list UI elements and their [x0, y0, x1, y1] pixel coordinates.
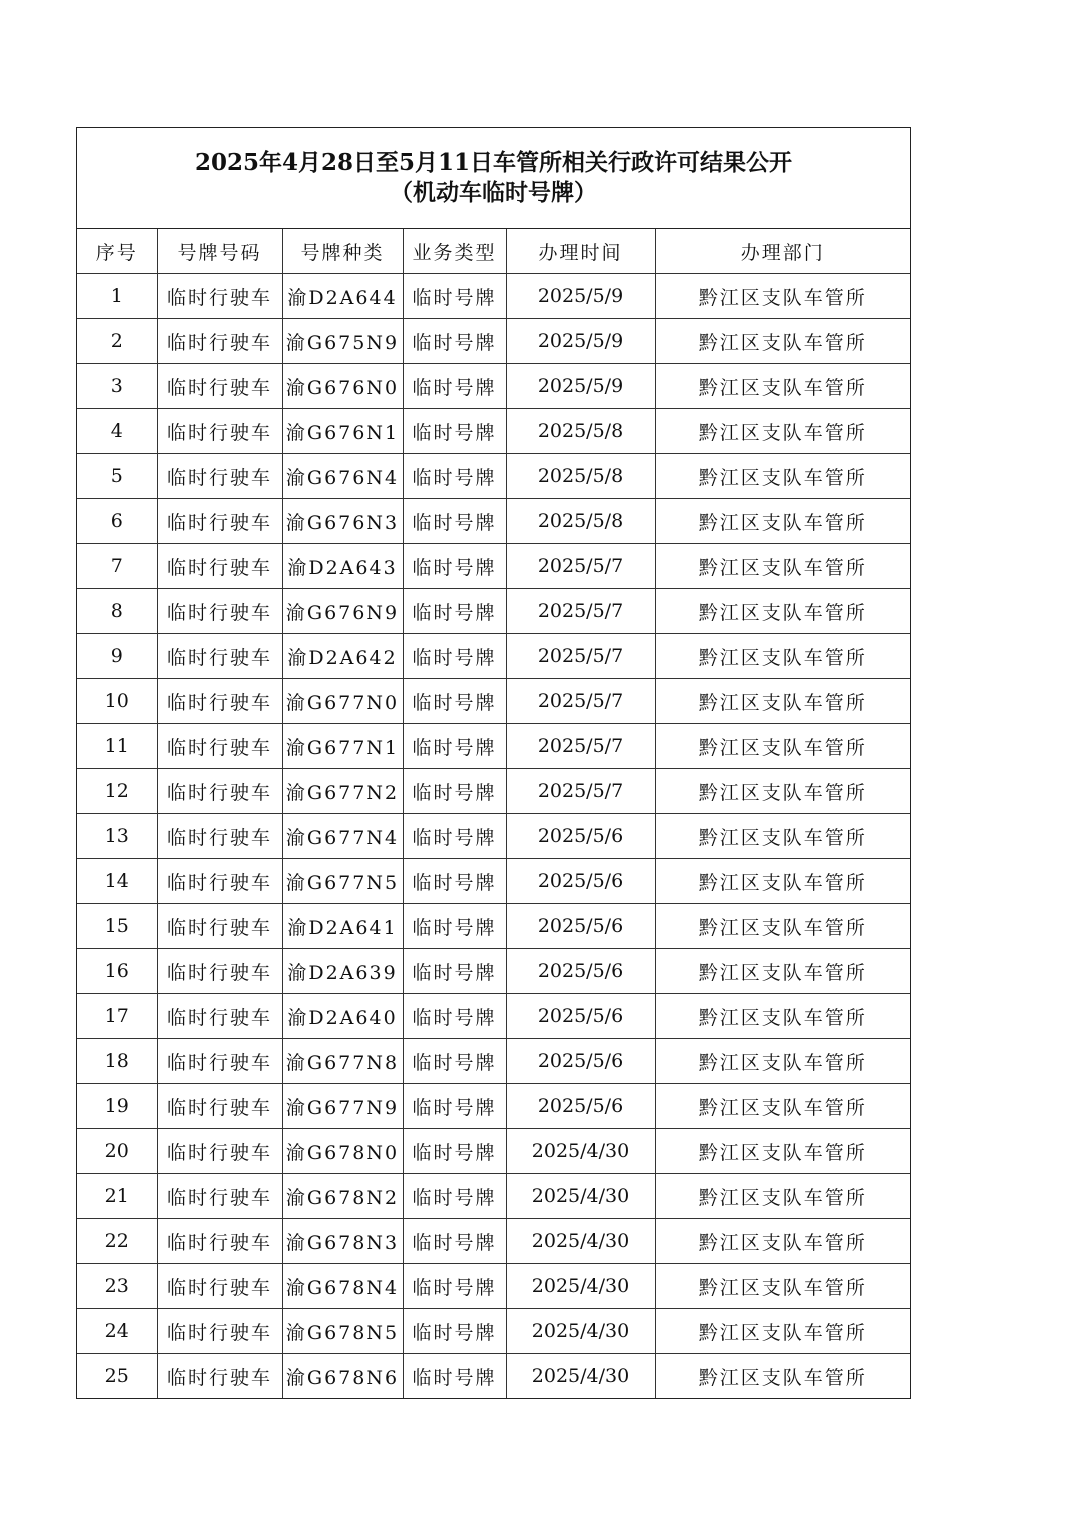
cell-department: 黔江区支队车管所: [655, 634, 910, 679]
title-block: [77, 128, 910, 229]
cell-plate-number: 临时行驶车: [157, 634, 282, 679]
table-row: [77, 724, 910, 769]
cell-index: 8: [77, 589, 157, 634]
table-row: [77, 904, 910, 949]
cell-process-date: 2025/5/7: [506, 679, 655, 724]
cell-business-type: 临时号牌: [403, 634, 506, 679]
cell-plate-type: 渝G678N3: [282, 1219, 403, 1264]
table-row: [77, 994, 910, 1039]
cell-plate-number: 临时行驶车: [157, 949, 282, 994]
cell-index: 11: [77, 724, 157, 769]
table-row: [77, 274, 910, 319]
cell-business-type: 临时号牌: [403, 769, 506, 814]
cell-department: 黔江区支队车管所: [655, 1219, 910, 1264]
cell-department: 黔江区支队车管所: [655, 1039, 910, 1084]
cell-index: 18: [77, 1039, 157, 1084]
cell-plate-number: 临时行驶车: [157, 1264, 282, 1309]
cell-index: 3: [77, 364, 157, 409]
cell-index: 7: [77, 544, 157, 589]
table-row: [77, 1129, 910, 1174]
cell-process-date: 2025/5/7: [506, 769, 655, 814]
cell-business-type: 临时号牌: [403, 679, 506, 724]
table-row: [77, 1264, 910, 1309]
cell-plate-number: 临时行驶车: [157, 769, 282, 814]
cell-plate-type: 渝G676N1: [282, 409, 403, 454]
table-row: [77, 769, 910, 814]
cell-process-date: 2025/5/7: [506, 634, 655, 679]
table-row: [77, 814, 910, 859]
cell-business-type: 临时号牌: [403, 589, 506, 634]
cell-index: 1: [77, 274, 157, 319]
cell-process-date: 2025/5/7: [506, 724, 655, 769]
cell-plate-type: 渝D2A640: [282, 994, 403, 1039]
cell-plate-type: 渝G678N4: [282, 1264, 403, 1309]
cell-plate-type: 渝G676N9: [282, 589, 403, 634]
cell-business-type: 临时号牌: [403, 1354, 506, 1399]
cell-plate-type: 渝G678N5: [282, 1309, 403, 1354]
cell-business-type: 临时号牌: [403, 364, 506, 409]
table-row: [77, 634, 910, 679]
cell-business-type: 临时号牌: [403, 1309, 506, 1354]
cell-plate-type: 渝G678N6: [282, 1354, 403, 1399]
cell-index: 9: [77, 634, 157, 679]
cell-plate-number: 临时行驶车: [157, 1309, 282, 1354]
cell-process-date: 2025/5/6: [506, 859, 655, 904]
cell-business-type: 临时号牌: [403, 499, 506, 544]
cell-plate-type: 渝G677N1: [282, 724, 403, 769]
cell-plate-number: 临时行驶车: [157, 364, 282, 409]
cell-department: 黔江区支队车管所: [655, 364, 910, 409]
cell-business-type: 临时号牌: [403, 409, 506, 454]
cell-process-date: 2025/5/6: [506, 1039, 655, 1084]
cell-department: 黔江区支队车管所: [655, 1354, 910, 1399]
cell-process-date: 2025/5/7: [506, 589, 655, 634]
cell-business-type: 临时号牌: [403, 1129, 506, 1174]
cell-plate-number: 临时行驶车: [157, 544, 282, 589]
cell-business-type: 临时号牌: [403, 319, 506, 364]
cell-process-date: 2025/5/9: [506, 319, 655, 364]
cell-department: 黔江区支队车管所: [655, 724, 910, 769]
table-row: [77, 589, 910, 634]
cell-business-type: 临时号牌: [403, 1084, 506, 1129]
cell-department: 黔江区支队车管所: [655, 409, 910, 454]
cell-index: 4: [77, 409, 157, 454]
cell-process-date: 2025/5/8: [506, 499, 655, 544]
cell-department: 黔江区支队车管所: [655, 679, 910, 724]
cell-plate-type: 渝G678N0: [282, 1129, 403, 1174]
cell-plate-number: 临时行驶车: [157, 994, 282, 1039]
cell-process-date: 2025/5/9: [506, 364, 655, 409]
cell-index: 22: [77, 1219, 157, 1264]
table-row: [77, 949, 910, 994]
table-row: [77, 1219, 910, 1264]
cell-plate-number: 临时行驶车: [157, 409, 282, 454]
cell-plate-number: 临时行驶车: [157, 589, 282, 634]
cell-index: 2: [77, 319, 157, 364]
cell-business-type: 临时号牌: [403, 904, 506, 949]
cell-business-type: 临时号牌: [403, 859, 506, 904]
cell-process-date: 2025/5/6: [506, 814, 655, 859]
cell-business-type: 临时号牌: [403, 1219, 506, 1264]
cell-process-date: 2025/4/30: [506, 1219, 655, 1264]
cell-process-date: 2025/5/8: [506, 409, 655, 454]
cell-business-type: 临时号牌: [403, 994, 506, 1039]
cell-plate-type: 渝D2A639: [282, 949, 403, 994]
cell-index: 20: [77, 1129, 157, 1174]
table-row: [77, 454, 910, 499]
cell-index: 14: [77, 859, 157, 904]
cell-department: 黔江区支队车管所: [655, 859, 910, 904]
cell-department: 黔江区支队车管所: [655, 904, 910, 949]
table-row: [77, 409, 910, 454]
cell-plate-type: 渝G678N2: [282, 1174, 403, 1219]
table-row: [77, 859, 910, 904]
cell-index: 17: [77, 994, 157, 1039]
cell-index: 15: [77, 904, 157, 949]
header-row: [77, 229, 910, 274]
cell-plate-type: 渝G676N0: [282, 364, 403, 409]
header-index: 序号: [77, 229, 157, 274]
cell-business-type: 临时号牌: [403, 814, 506, 859]
cell-plate-type: 渝G677N9: [282, 1084, 403, 1129]
table-row: [77, 1039, 910, 1084]
cell-department: 黔江区支队车管所: [655, 949, 910, 994]
cell-department: 黔江区支队车管所: [655, 1264, 910, 1309]
cell-department: 黔江区支队车管所: [655, 589, 910, 634]
header-process-date: 办理时间: [506, 229, 655, 274]
cell-plate-type: 渝G677N8: [282, 1039, 403, 1084]
cell-department: 黔江区支队车管所: [655, 499, 910, 544]
cell-business-type: 临时号牌: [403, 949, 506, 994]
cell-plate-type: 渝D2A644: [282, 274, 403, 319]
cell-plate-type: 渝G675N9: [282, 319, 403, 364]
table-row: [77, 1309, 910, 1354]
cell-index: 21: [77, 1174, 157, 1219]
table-row: [77, 679, 910, 724]
cell-plate-number: 临时行驶车: [157, 724, 282, 769]
cell-process-date: 2025/5/6: [506, 1084, 655, 1129]
cell-process-date: 2025/4/30: [506, 1354, 655, 1399]
cell-plate-number: 临时行驶车: [157, 274, 282, 319]
table-row: [77, 319, 910, 364]
cell-plate-number: 临时行驶车: [157, 859, 282, 904]
cell-process-date: 2025/4/30: [506, 1264, 655, 1309]
cell-plate-number: 临时行驶车: [157, 814, 282, 859]
cell-plate-number: 临时行驶车: [157, 904, 282, 949]
cell-business-type: 临时号牌: [403, 544, 506, 589]
cell-department: 黔江区支队车管所: [655, 274, 910, 319]
header-business-type: 业务类型: [403, 229, 506, 274]
cell-index: 23: [77, 1264, 157, 1309]
results-table: [77, 229, 910, 1398]
cell-index: 16: [77, 949, 157, 994]
cell-plate-type: 渝G677N4: [282, 814, 403, 859]
cell-plate-type: 渝G677N0: [282, 679, 403, 724]
cell-plate-type: 渝G676N4: [282, 454, 403, 499]
cell-plate-type: 渝D2A643: [282, 544, 403, 589]
cell-process-date: 2025/5/8: [506, 454, 655, 499]
cell-department: 黔江区支队车管所: [655, 1174, 910, 1219]
cell-plate-type: 渝D2A641: [282, 904, 403, 949]
cell-department: 黔江区支队车管所: [655, 544, 910, 589]
cell-index: 12: [77, 769, 157, 814]
header-plate-number: 号牌号码: [157, 229, 282, 274]
cell-business-type: 临时号牌: [403, 1174, 506, 1219]
cell-plate-number: 临时行驶车: [157, 1354, 282, 1399]
table-row: [77, 544, 910, 589]
cell-plate-number: 临时行驶车: [157, 1084, 282, 1129]
cell-plate-number: 临时行驶车: [157, 499, 282, 544]
header-plate-type: 号牌种类: [282, 229, 403, 274]
cell-index: 10: [77, 679, 157, 724]
cell-index: 6: [77, 499, 157, 544]
cell-index: 25: [77, 1354, 157, 1399]
cell-plate-type: 渝G676N3: [282, 499, 403, 544]
table-row: [77, 499, 910, 544]
header-department: 办理部门: [655, 229, 910, 274]
cell-index: 13: [77, 814, 157, 859]
document-table-frame: [76, 127, 911, 1399]
cell-plate-type: 渝G677N2: [282, 769, 403, 814]
cell-department: 黔江区支队车管所: [655, 769, 910, 814]
cell-process-date: 2025/5/9: [506, 274, 655, 319]
cell-plate-number: 临时行驶车: [157, 1174, 282, 1219]
cell-plate-type: 渝D2A642: [282, 634, 403, 679]
page-title: 2025年4月28日至5月11日车管所相关行政许可结果公开: [194, 149, 793, 176]
cell-plate-number: 临时行驶车: [157, 319, 282, 364]
cell-department: 黔江区支队车管所: [655, 1309, 910, 1354]
cell-department: 黔江区支队车管所: [655, 1129, 910, 1174]
cell-department: 黔江区支队车管所: [655, 1084, 910, 1129]
cell-plate-number: 临时行驶车: [157, 454, 282, 499]
cell-business-type: 临时号牌: [403, 724, 506, 769]
cell-plate-number: 临时行驶车: [157, 1219, 282, 1264]
cell-process-date: 2025/4/30: [506, 1129, 655, 1174]
cell-department: 黔江区支队车管所: [655, 814, 910, 859]
cell-process-date: 2025/5/6: [506, 994, 655, 1039]
cell-business-type: 临时号牌: [403, 274, 506, 319]
cell-process-date: 2025/5/7: [506, 544, 655, 589]
cell-plate-type: 渝G677N5: [282, 859, 403, 904]
cell-plate-number: 临时行驶车: [157, 1129, 282, 1174]
cell-business-type: 临时号牌: [403, 454, 506, 499]
cell-department: 黔江区支队车管所: [655, 319, 910, 364]
cell-department: 黔江区支队车管所: [655, 454, 910, 499]
cell-business-type: 临时号牌: [403, 1264, 506, 1309]
cell-index: 24: [77, 1309, 157, 1354]
cell-process-date: 2025/4/30: [506, 1309, 655, 1354]
table-row: [77, 364, 910, 409]
cell-plate-number: 临时行驶车: [157, 1039, 282, 1084]
cell-index: 19: [77, 1084, 157, 1129]
cell-business-type: 临时号牌: [403, 1039, 506, 1084]
page-subtitle: （机动车临时号牌）: [390, 179, 597, 206]
cell-process-date: 2025/4/30: [506, 1174, 655, 1219]
cell-process-date: 2025/5/6: [506, 949, 655, 994]
table-row: [77, 1354, 910, 1399]
cell-process-date: 2025/5/6: [506, 904, 655, 949]
cell-department: 黔江区支队车管所: [655, 994, 910, 1039]
table-row: [77, 1084, 910, 1129]
cell-plate-number: 临时行驶车: [157, 679, 282, 724]
table-row: [77, 1174, 910, 1219]
cell-index: 5: [77, 454, 157, 499]
